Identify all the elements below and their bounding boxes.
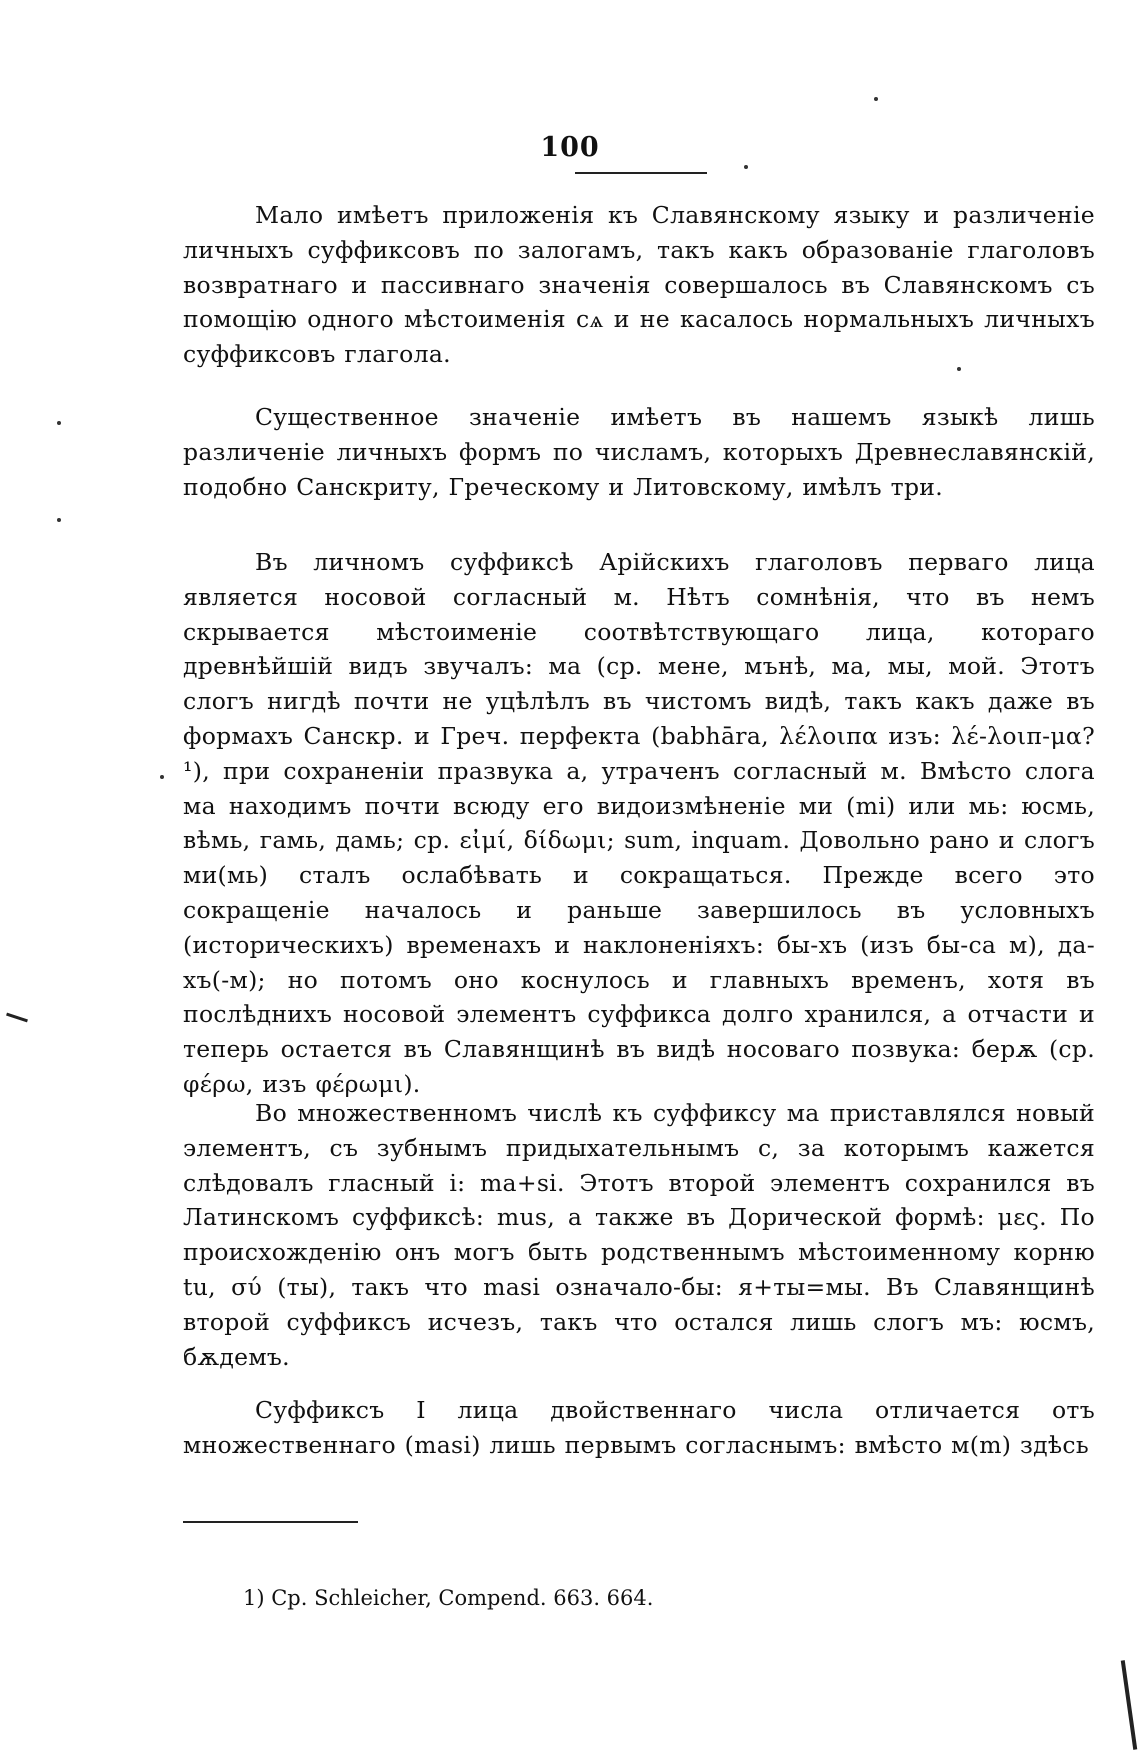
page-edge-mark [1121,1660,1137,1750]
footnote-divider [183,1521,358,1523]
page-number: 100 [540,132,600,163]
margin-speck [957,367,961,371]
paragraph-text: Суффиксъ I лица двойственнаго числа отличается отъ множественнаго (masi) лишь первымъ согласнымъ: вмѣсто м(m) здѣсь [183,1396,1095,1459]
margin-speck [57,518,61,522]
margin-speck [160,775,164,779]
margin-speck [57,421,61,425]
paragraph-text: Въ личномъ суффиксѣ Арійскихъ глаголовъ перваго лица является носовой согласный м. Нѣтъ сомнѣнія, что въ немъ скрывается мѣстоименіе соотвѣтствующаго лица, котораго древнѣйшій видъ звучалъ: ма (ср. мене, мънѣ, ма, мы, мой. Этотъ слогъ нигдѣ почти не уцѣлѣлъ въ чистомъ видѣ, такъ какъ даже въ формахъ Санскр. и Греч. перфекта (babhāra, λέλοιπα изъ: λέ-λοιπ-μα? ¹), при сохраненіи празвука а, утраченъ согласный м. Вмѣсто слога ма находимъ почти всюду его видоизмѣненіе ми (mi) или мь: юсмь, вѣмь, гамь, дамь; ср. εἰμί, δίδωμι; sum, inquam. Довольно рано и слогъ ми(мь) сталъ ослабѣвать и сокращаться. Прежде всего это сокращеніе началось и раньше завершилось въ условныхъ (историческихъ) временахъ и наклоненіяхъ: бы-хъ (изъ бы-са м), да-хъ(-м); но потомъ оно коснулось и главныхъ временъ, хотя въ послѣднихъ носовой элементъ суффикса долго хранился, а отчасти и теперь остается въ Славянщинѣ въ видѣ носоваго позвука: берѫ (ср. φέρω, изъ φέρωμι). [183,548,1095,1098]
paragraph-3 [183,545,1095,1102]
footnote: 1) Ср. Schleicher, Compend. 663. 664. [243,1586,654,1610]
paragraph-4 [183,1096,1095,1374]
paragraph-5 [183,1393,1095,1463]
margin-pencil-mark [6,1013,28,1023]
paragraph-2 [183,400,1095,504]
margin-speck [744,165,748,169]
margin-speck [874,97,878,101]
paragraph-1 [183,198,1095,372]
paragraph-text: Мало имѣетъ приложенія къ Славянскому языку и различеніе личныхъ суффиксовъ по залогамъ, такъ какъ образованіе глаголовъ возвратнаго и пассивнаго значенія совершалось въ Славянскомъ съ помощію одного мѣстоименія сѧ и не касалось нормальныхъ личныхъ суффиксовъ глагола. [183,201,1095,369]
paragraph-text: Во множественномъ числѣ къ суффиксу ма приставлялся новый элементъ, съ зубнымъ придыхательнымъ с, за которымъ кажется слѣдовалъ гласный і: ma+si. Этотъ второй элементъ сохранился въ Латинскомъ суффиксѣ: mus, а также въ Дорической формѣ: μες. По происхожденію онъ могъ быть родственнымъ мѣстоименному корню tu, σύ (ты), такъ что masi означало-бы: я+ты=мы. Въ Славянщинѣ второй суффиксъ исчезъ, такъ что остался лишь слогъ мъ: юсмъ, бѫдемъ. [183,1099,1095,1371]
paragraph-text: Существенное значеніе имѣетъ въ нашемъ языкѣ лишь различеніе личныхъ формъ по числамъ, которыхъ Древнеславянскій, подобно Санскриту, Греческому и Литовскому, имѣлъ три. [183,403,1095,501]
page-number-underline [575,172,707,174]
